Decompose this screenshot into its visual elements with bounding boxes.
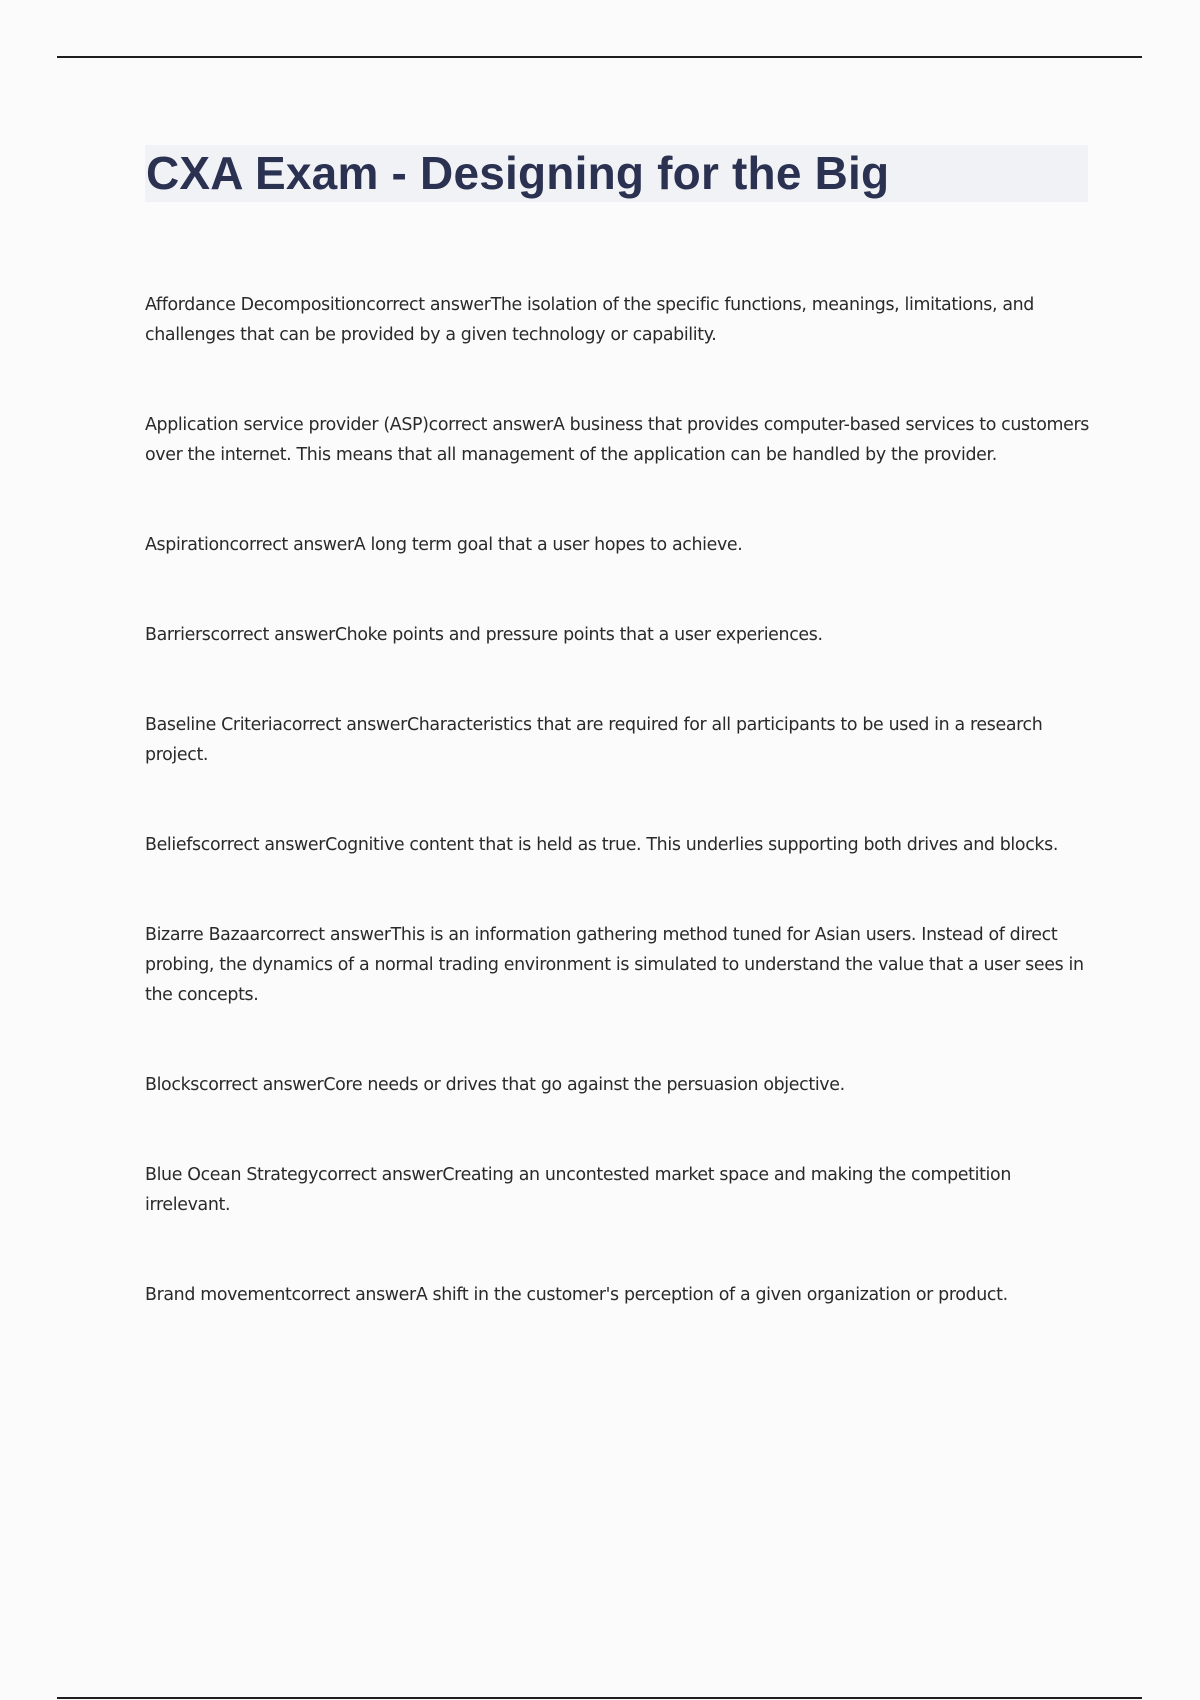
entry-marker: correct answer	[266, 925, 391, 945]
entry-definition: A business that provides computer-based services to customers over the internet. This means that all management of the application can be handled by the provider.	[145, 415, 1089, 465]
top-rule	[57, 56, 1142, 58]
entry-marker: correct answer	[200, 835, 326, 855]
glossary-entry-bizarre-bazaar	[145, 920, 1090, 1010]
glossary-entry-aspiration	[145, 530, 1090, 560]
glossary-list	[145, 290, 1090, 1370]
glossary-entry-blue-ocean-strategy	[145, 1160, 1090, 1220]
entry-term: Blocks	[145, 1075, 199, 1095]
glossary-entry-brand-movement	[145, 1280, 1090, 1310]
entry-definition: Creating an uncontested market space and making the competition irrelevant.	[145, 1165, 1012, 1215]
entry-definition: Choke points and pressure points that a user experiences.	[334, 625, 823, 645]
entry-definition: The isolation of the specific functions, meanings, limitations, and challenges that can be provided by a given technology or capability.	[145, 295, 1034, 345]
glossary-entry-baseline-criteria	[145, 710, 1090, 770]
glossary-entry-affordance-decomposition	[145, 290, 1090, 350]
glossary-entry-blocks	[145, 1070, 1090, 1100]
entry-term: Beliefs	[145, 835, 201, 855]
entry-definition: A long term goal that a user hopes to achieve.	[353, 535, 743, 555]
entry-definition: Characteristics that are required for all participants to be used in a research project.	[145, 715, 1043, 765]
entry-term: Brand movement	[145, 1285, 292, 1305]
entry-marker: correct answer	[229, 535, 354, 555]
entry-definition: Core needs or drives that go against the persuasion objective.	[323, 1075, 845, 1095]
entry-marker: correct answer	[291, 1285, 416, 1305]
page-title: CXA Exam - Designing for the Big	[146, 147, 890, 199]
entry-marker: correct answer	[199, 1075, 324, 1095]
entry-marker: correct answer	[282, 715, 407, 735]
entry-term: Blue Ocean Strategy	[145, 1165, 319, 1185]
entry-term: Affordance Decomposition	[145, 295, 367, 315]
glossary-entry-beliefs	[145, 830, 1090, 860]
bottom-rule	[57, 1697, 1142, 1699]
entry-marker: correct answer	[318, 1165, 443, 1185]
entry-term: Barriers	[145, 625, 211, 645]
entry-definition: Cognitive content that is held as true. This underlies supporting both drives and blocks.	[325, 835, 1059, 855]
entry-marker: correct answer	[366, 295, 491, 315]
entry-definition: This is an information gathering method tuned for Asian users. Instead of direct probing, the dynamics of a normal trading environment is simulated to understand the value that a user sees in the concepts.	[145, 925, 1084, 1005]
entry-marker: correct answer	[210, 625, 335, 645]
glossary-entry-barriers	[145, 620, 1090, 650]
entry-term: Baseline Criteria	[145, 715, 283, 735]
glossary-entry-application-service-provider	[145, 410, 1090, 470]
entry-term: Application service provider (ASP)	[145, 415, 429, 435]
entry-marker: correct answer	[428, 415, 553, 435]
entry-definition: A shift in the customer's perception of a given organization or product.	[415, 1285, 1008, 1305]
entry-term: Bizarre Bazaar	[145, 925, 267, 945]
entry-term: Aspiration	[145, 535, 230, 555]
